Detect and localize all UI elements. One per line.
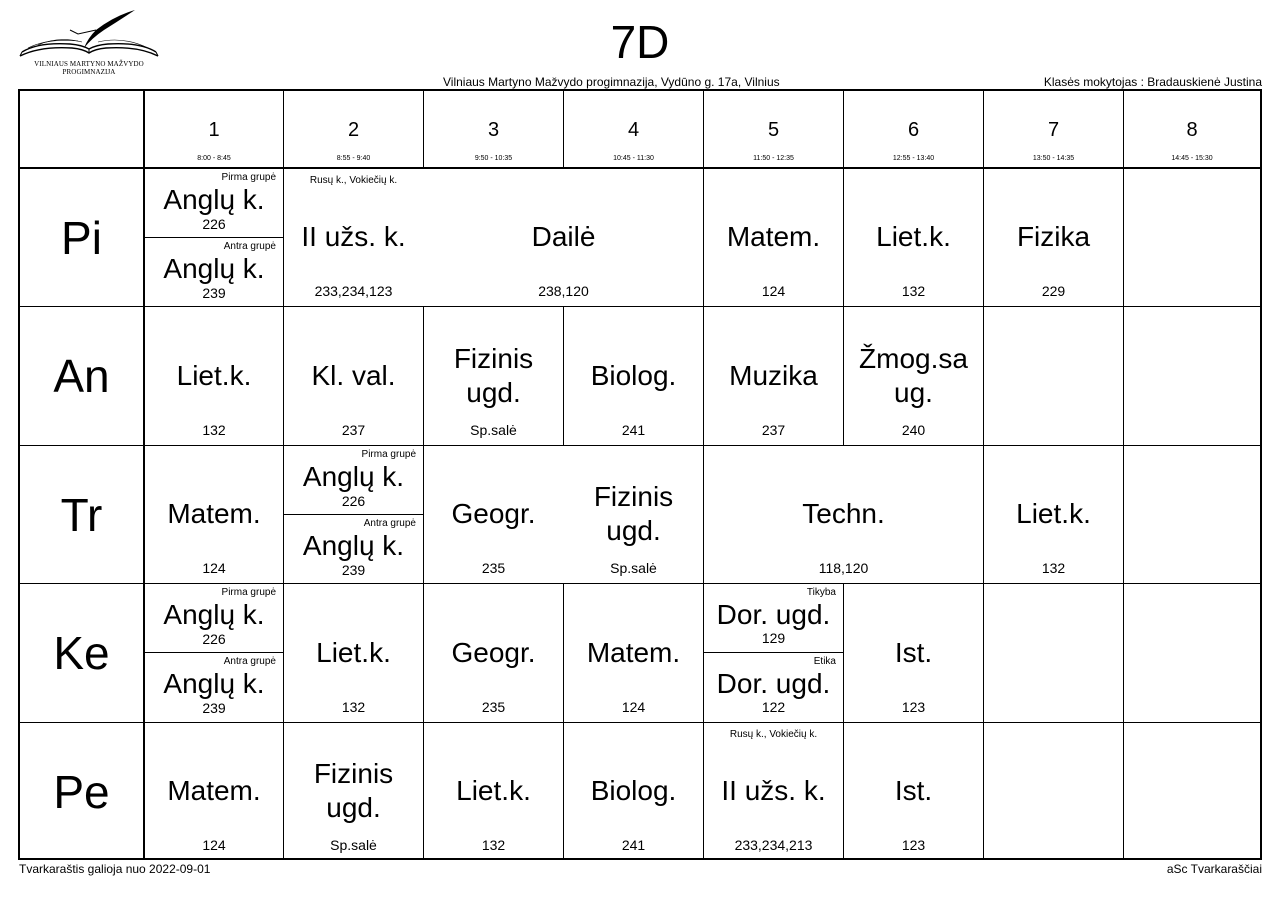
subject: Geogr. [451,637,536,668]
period-time: 8:00 - 8:45 [197,155,231,162]
room: 233,234,213 [734,837,813,853]
lesson-ke-1[interactable] [145,584,283,722]
lesson-an-3[interactable] [424,307,563,445]
group-2 [284,515,423,583]
valid-from-note: Tvarkaraštis galioja nuo 2022-09-01 [19,862,211,876]
period-time: 8:55 - 9:40 [336,155,371,162]
subject: Geogr. [451,498,536,529]
room: 237 [341,422,366,438]
group-label: Antra grupė [223,241,276,252]
group-label: Etika [813,656,836,667]
room: 123 [901,837,926,853]
logo-text-line2: PROGIMNAZIJA [62,68,116,76]
group-label: Antra grupė [363,518,416,529]
lesson-tr-1[interactable] [145,446,283,583]
day-label-tr: Tr [60,488,103,541]
subject: Dor. ugd. [716,668,831,699]
period-time: 14:45 - 15:30 [1171,155,1213,162]
room: 233,234,123 [314,283,393,299]
period-header-4 [564,91,703,167]
period-number: 2 [347,119,360,141]
subject: Liet.k. [876,221,951,252]
room: 241 [621,837,646,853]
lesson-ke-5[interactable] [704,584,843,722]
group-label: Rusų k., Vokiečių k. [729,729,818,740]
generator-credit: aSc Tvarkaraščiai [1166,862,1262,876]
lesson-pi-7[interactable] [984,169,1123,306]
room: 124 [761,283,786,299]
subject-line2: ugd. [466,377,521,408]
lesson-tr-2[interactable] [284,446,423,583]
group-label: Pirma grupė [221,172,276,183]
room: 118,120 [818,560,869,576]
period-header-1 [145,91,283,167]
day-label-an: An [53,350,110,402]
subject: Matem. [167,498,261,529]
subject: Biolog. [590,360,677,391]
period-number: 5 [767,119,780,141]
lesson-tr-5-6[interactable] [704,446,983,583]
lesson-pe-4[interactable] [564,723,703,860]
room: 226 [202,216,226,232]
subject: Matem. [167,775,261,806]
period-number: 7 [1047,119,1060,141]
room: 239 [202,285,226,301]
room: 123 [901,699,926,715]
subject: Liet.k. [316,637,391,668]
timetable-grid [18,89,1262,860]
period-header-6 [844,91,983,167]
lesson-an-6[interactable] [844,307,983,445]
group-label: Antra grupė [223,656,276,667]
subject: Biolog. [590,775,677,806]
period-header-5 [704,91,843,167]
room: 229 [1041,283,1066,299]
room: 241 [621,422,646,438]
lesson-pe-6[interactable] [844,723,983,860]
subject: Anglų k. [163,599,265,630]
period-time: 13:50 - 14:35 [1032,155,1075,162]
group-label: Tikyba [806,587,836,598]
subject: Matem. [586,637,681,668]
subject: Anglų k. [163,184,265,215]
room: 239 [202,700,226,716]
room: 132 [202,422,226,438]
room: 240 [901,422,926,438]
subject: Ist. [894,637,933,668]
group-label: Rusų k., Vokiečių k. [309,175,398,186]
room: 124 [621,699,646,715]
room: 239 [341,562,366,578]
lesson-pe-1[interactable] [145,723,283,860]
lesson-pi-3-4[interactable] [424,169,703,306]
room: 129 [761,630,786,646]
room: 122 [761,699,786,715]
lesson-pi-2[interactable] [284,169,423,306]
room: 132 [1041,560,1066,576]
lesson-pi-5[interactable] [704,169,843,306]
group-1 [145,584,283,652]
subject: Ist. [894,775,933,806]
lesson-pi-1[interactable] [145,169,283,306]
subject-line2: ugd. [326,792,381,823]
subject-line2: ug. [894,377,933,408]
period-number: 3 [487,119,500,141]
lesson-an-2[interactable] [284,307,423,445]
room: 235 [481,699,506,715]
period-time: 12:55 - 13:40 [892,155,935,162]
lesson-pe-5[interactable] [704,723,843,860]
group-label: Pirma grupė [361,449,416,460]
room: Sp.salė [470,422,517,438]
lesson-an-5[interactable] [704,307,843,445]
logo-text-line1: VILNIAUS MARTYNO MAŽVYDO [34,60,144,68]
lesson-ke-6[interactable] [844,584,983,722]
school-address: Vilniaus Martyno Mažvydo progimnazija, Vydūno g. 17a, Vilnius [443,75,780,89]
room: Sp.salė [330,837,377,853]
class-title: 7D [610,16,670,68]
lesson-tr-3[interactable] [424,446,563,583]
subject: Dailė [531,221,596,252]
lesson-pe-3[interactable] [424,723,563,860]
subject-line1: Žmog.sa [859,343,968,374]
period-number: 6 [907,119,920,141]
group-label: Pirma grupė [221,587,276,598]
group-2 [704,653,843,721]
subject: Fizika [1016,221,1091,252]
subject: Anglų k. [163,668,265,699]
subject: Muzika [729,360,818,391]
subject: Liet.k. [176,360,252,391]
lesson-tr-4[interactable] [564,446,703,583]
lesson-pi-6[interactable] [844,169,983,306]
period-time: 9:50 - 10:35 [474,155,513,162]
room: 124 [202,560,226,576]
period-header-8 [1124,91,1260,167]
subject: Anglų k. [302,461,405,492]
room: 132 [901,283,926,299]
subject: Anglų k. [302,530,405,561]
group-2 [145,238,283,306]
period-header-7 [984,91,1123,167]
room: 238,120 [538,283,589,299]
room: 235 [481,560,506,576]
lesson-tr-7[interactable] [984,446,1123,583]
lesson-an-4[interactable] [564,307,703,445]
subject-line1: Fizinis [453,343,534,374]
group-2 [145,653,283,721]
subject-line2: ugd. [606,515,661,546]
subject: Liet.k. [456,775,531,806]
subject: Kl. val. [311,360,396,391]
day-label-pe: Pe [53,765,110,818]
lesson-ke-2[interactable] [284,584,423,722]
day-label-ke: Ke [53,627,110,679]
group-1 [284,446,423,514]
class-teacher: Klasės mokytojas : Bradauskienė Justina [1043,75,1262,89]
room: 132 [341,699,366,715]
subject: Dor. ugd. [716,599,831,630]
lesson-ke-4[interactable] [564,584,703,722]
period-header-3 [424,91,563,167]
period-number: 8 [1186,119,1198,141]
period-header-2 [284,91,423,167]
room: 226 [341,493,366,509]
period-number: 1 [208,119,220,141]
subject: Anglų k. [163,253,265,284]
room: 237 [761,422,786,438]
subject: II užs. k. [721,775,826,806]
room: 132 [481,837,506,853]
period-number: 4 [627,119,640,141]
room: 124 [202,837,226,853]
subject: Liet.k. [1016,498,1091,529]
room: 226 [202,631,226,647]
subject: II užs. k. [301,221,406,252]
subject: Matem. [726,221,821,252]
group-1 [704,584,843,652]
subject: Techn. [802,498,885,529]
room: Sp.salė [610,560,657,576]
group-1 [145,169,283,237]
subject-line1: Fizinis [593,481,674,512]
lesson-pe-2[interactable] [284,723,423,860]
period-time: 10:45 - 11:30 [613,155,654,162]
lesson-ke-3[interactable] [424,584,563,722]
lesson-an-1[interactable] [145,307,283,445]
day-label-pi: Pi [61,211,102,264]
subject-line1: Fizinis [313,758,394,789]
period-time: 11:50 - 12:35 [753,155,794,162]
